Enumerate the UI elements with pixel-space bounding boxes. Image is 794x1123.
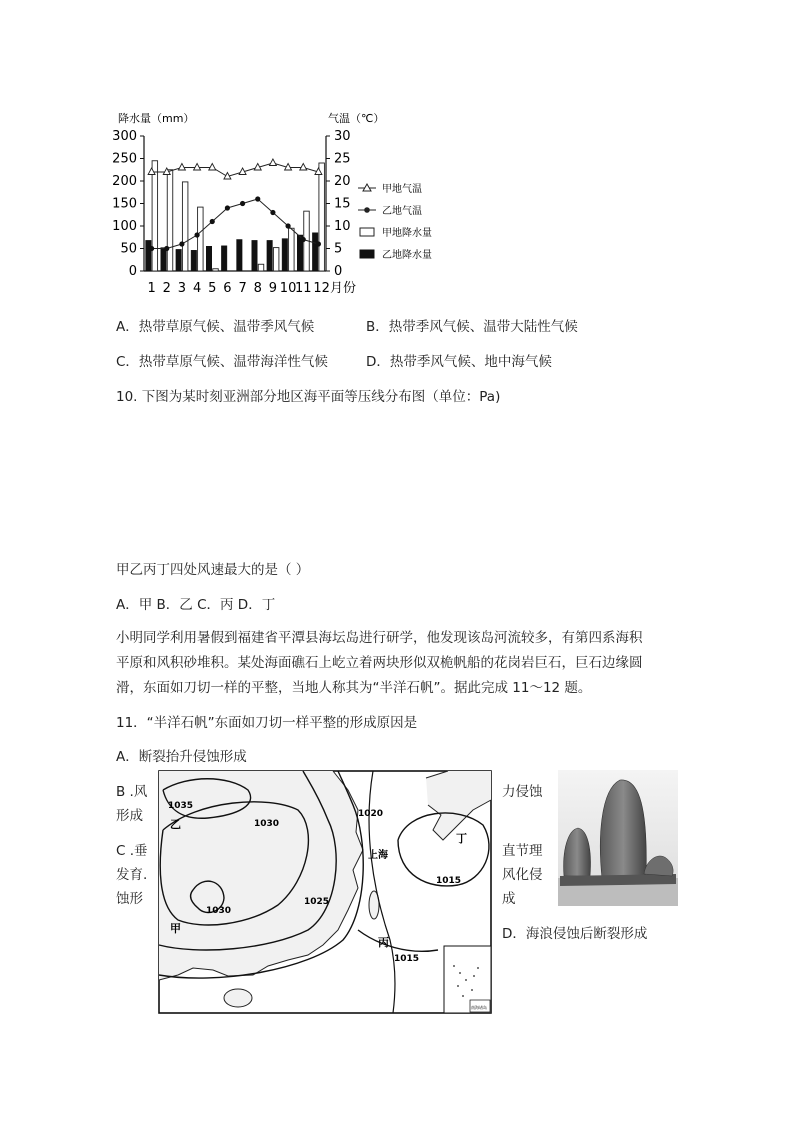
hainan-island (224, 989, 252, 1007)
left-axis-title: 降水量（mm） (118, 112, 195, 125)
yi-precip-bar (252, 240, 258, 271)
jia-precip-bar (167, 170, 173, 271)
q9-option-c[interactable]: C．热带草原气候、温带海洋性气候 (116, 354, 328, 370)
right-tick-label: 25 (334, 151, 351, 167)
q10-options[interactable]: A．甲 B．乙 C．丙 D．丁 (116, 597, 276, 613)
q11-option-c-right3: 成 (502, 891, 516, 907)
q11-option-c-left[interactable]: C .垂 (116, 843, 148, 859)
yi-temp-point (179, 241, 184, 246)
yi-temp-point (316, 241, 321, 246)
month-label: 12月份 (313, 281, 356, 296)
q9-option-b[interactable]: B．热带季风气候、温带大陆性气候 (366, 319, 578, 335)
twin-rock-photo (558, 770, 678, 906)
isobar-map (158, 770, 492, 1014)
passage-line-2: 平原和风积砂堆积。某处海面礁石上屹立着两块形似双桅帆船的花岗岩巨石，巨石边缘圆 (116, 655, 643, 671)
jia-precip-bar (319, 163, 325, 271)
month-label: 11 (294, 281, 312, 296)
month-label: 7 (238, 281, 247, 296)
q10-stem: 10. 下图为某时刻亚洲部分地区海平面等压线分布图（单位：Pa) (116, 389, 501, 405)
yi-precip-bar (267, 240, 273, 271)
climate-chart (108, 108, 460, 298)
q10-question: 甲乙丙丁四处风速最大的是（ ） (116, 562, 310, 578)
place-label-bing: 丙 (378, 936, 389, 949)
yi-temp-point (164, 246, 169, 251)
q9-option-a[interactable]: A．热带草原气候、温带季风气候 (116, 319, 315, 335)
yi-temp-point (240, 201, 245, 206)
legend-jia-precip: 甲地降水量 (382, 228, 432, 239)
q11-option-c-left3: 蚀形 (116, 891, 143, 907)
jia-precip-bar (152, 161, 158, 271)
left-tick-labels (112, 129, 144, 279)
yi-precip-bar (282, 239, 288, 271)
open-bar-swatch-icon (360, 228, 374, 236)
yi-temp-point (255, 196, 260, 201)
jia-temp-point (178, 164, 185, 171)
left-tick-label: 250 (112, 151, 137, 167)
jia-temp-point (194, 164, 201, 171)
right-tick-label: 15 (334, 196, 351, 212)
jia-precip-bar (182, 182, 188, 271)
q11-option-b-right: 力侵蚀 (502, 784, 543, 800)
yi-temp-point (225, 205, 230, 210)
right-tick-label: 5 (334, 241, 343, 257)
chart-legend (358, 182, 432, 261)
passage-line-3: 滑，东面如刀切一样的平整，当地人称其为“半洋石帆”。据此完成 11～12 题。 (116, 680, 592, 696)
month-label: 2 (162, 281, 171, 296)
yi-precip-bar (312, 233, 318, 271)
right-tick-label: 20 (334, 174, 351, 189)
dot-marker-icon (364, 207, 370, 213)
yi-precip-bar (237, 240, 243, 272)
isobar-label-1015-a: 1015 (436, 876, 462, 886)
jia-precip-bar (213, 269, 219, 271)
jia-precip-bar (198, 207, 204, 271)
place-label-ding: 丁 (456, 832, 467, 845)
q11-stem: 11．“半洋石帆”东面如刀切一样平整的形成原因是 (116, 715, 418, 731)
month-label: 5 (208, 281, 217, 296)
yi-precip-bar (161, 248, 167, 271)
jia-temp-point (300, 164, 307, 171)
legend-yi-temp: 乙地气温 (382, 206, 422, 217)
q9-option-d[interactable]: D．热带季风气候、地中海气候 (366, 354, 552, 370)
right-axis-title: 气温（℃） (328, 112, 385, 125)
q11-option-d[interactable]: D．海浪侵蚀后断裂形成 (502, 926, 648, 942)
left-tick-label: 300 (112, 129, 137, 144)
yi-precip-bar (146, 240, 152, 271)
isobar-label-1020: 1020 (358, 809, 384, 819)
month-label: 6 (223, 281, 232, 296)
isobar-label-1030-b: 1030 (206, 906, 232, 916)
q11-option-b-left[interactable]: B .风 (116, 784, 148, 800)
filled-bar-swatch-icon (360, 250, 374, 258)
month-label: 8 (253, 281, 262, 296)
isobar-label-1025: 1025 (304, 897, 330, 907)
month-labels (147, 281, 356, 296)
q11-option-b-left2: 形成 (116, 808, 143, 824)
left-tick-label: 150 (112, 196, 137, 212)
jia-temp-line (148, 159, 322, 179)
legend-jia-temp: 甲地气温 (382, 184, 422, 195)
month-label: 1 (147, 281, 156, 296)
yi-precip-bar (221, 246, 227, 271)
left-tick-label: 100 (112, 219, 137, 234)
passage-line-1: 小明同学利用暑假到福建省平潭县海坛岛进行研学，他发现该岛河流较多，有第四系海积 (116, 630, 643, 646)
q11-option-c-right: 直节理 (502, 843, 543, 859)
jia-precip-bar (273, 248, 279, 271)
left-tick-label: 0 (128, 264, 137, 279)
yi-temp-point (270, 210, 275, 215)
reading-passage (116, 626, 686, 701)
inset-label: 南海诸岛 (471, 1005, 487, 1010)
month-label: 10 (279, 281, 297, 296)
yi-temp-point (194, 232, 199, 237)
right-tick-label: 30 (334, 129, 351, 144)
yi-temp-point (301, 237, 306, 242)
q11-option-c-right2: 风化侵 (502, 867, 543, 883)
month-label: 3 (177, 281, 187, 296)
isobar-label-1030-a: 1030 (254, 819, 280, 829)
yi-precip-bar (206, 246, 212, 271)
isobar-label-1035: 1035 (168, 801, 194, 811)
right-tick-labels (326, 129, 351, 279)
place-label-yi: 乙 (170, 818, 181, 831)
jia-temp-path (152, 163, 319, 177)
jia-temp-point (209, 164, 216, 171)
rock-base (560, 874, 676, 886)
month-label: 4 (192, 281, 202, 296)
yi-temp-point (149, 246, 154, 251)
place-label-jia: 甲 (170, 922, 181, 935)
left-tick-label: 200 (112, 174, 137, 189)
jia-precip-bar (258, 264, 264, 271)
place-label-shanghai: 上海 (368, 850, 388, 861)
yi-precip-bar (176, 249, 182, 271)
jia-precip-bar (289, 228, 295, 271)
month-label: 9 (268, 281, 278, 296)
yi-temp-point (285, 223, 290, 228)
yi-precip-bar (191, 250, 197, 271)
yi-temp-point (210, 219, 215, 224)
yi-temp-line (149, 196, 321, 251)
left-tick-label: 50 (120, 241, 137, 257)
jia-temp-point (269, 159, 276, 166)
right-tick-label: 0 (334, 264, 343, 279)
legend-yi-precip: 乙地降水量 (382, 250, 432, 261)
isobar-label-1015-b: 1015 (394, 954, 420, 964)
right-tick-label: 10 (334, 219, 351, 234)
q11-option-c-left2: 发育. (116, 867, 148, 883)
q11-option-a[interactable]: A．断裂抬升侵蚀形成 (116, 749, 247, 765)
